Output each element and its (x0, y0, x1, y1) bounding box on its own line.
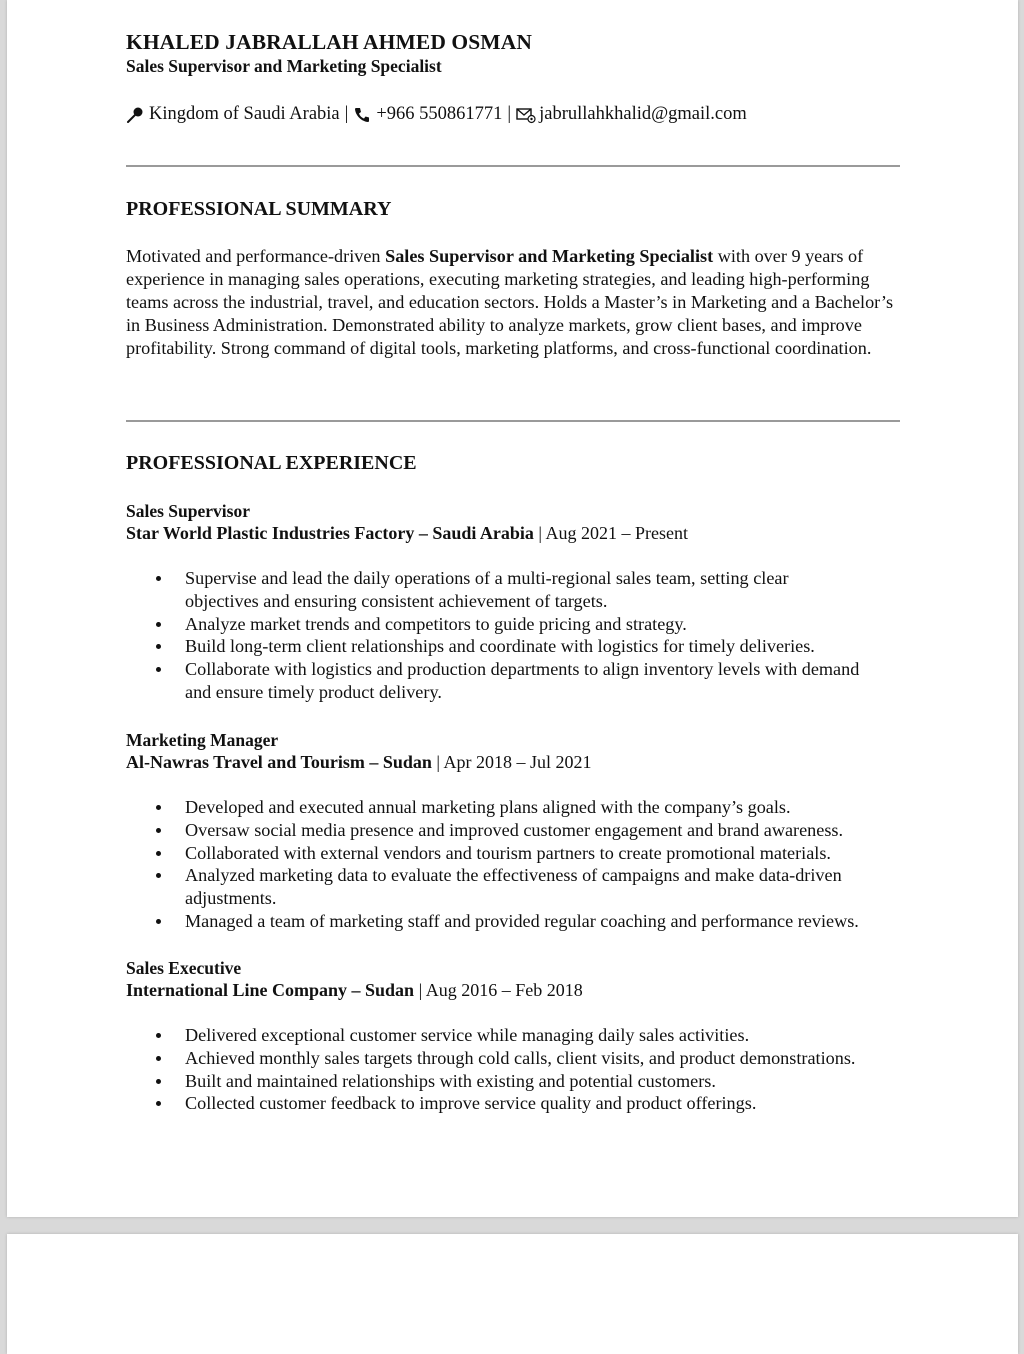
bullet-item (126, 1024, 925, 1047)
bullet-icon (156, 667, 161, 672)
bullet-text: Collaborate with logistics and production departments to align inventory levels with demand and ensure timely product delivery. (185, 659, 860, 702)
bullet-item (126, 658, 865, 704)
bullet-text: Oversaw social media presence and improved customer engagement and brand awareness. (185, 819, 844, 840)
divider (126, 165, 900, 167)
job-dates: | Aug 2021 – Present (533, 523, 688, 543)
job-entry (126, 957, 926, 1115)
summary-paragraph (126, 245, 901, 360)
bullet-icon (156, 644, 161, 649)
summary-heading: PROFESSIONAL SUMMARY (126, 198, 392, 220)
bullet-item (126, 819, 925, 842)
job-dates: | Aug 2016 – Feb 2018 (414, 980, 583, 1000)
job-meta (126, 979, 926, 1002)
bullet-text: Built and maintained relationships with existing and potential customers. (185, 1070, 716, 1091)
bullet-item (126, 796, 925, 819)
bullet-text: Collaborated with external vendors and tourism partners to create promotional materials. (185, 842, 831, 863)
job-bullets (126, 796, 926, 933)
resume-page-2 (7, 1234, 1018, 1354)
bullet-item (126, 635, 865, 658)
job-company: International Line Company – Sudan (126, 980, 415, 1000)
bullet-icon (156, 1056, 161, 1061)
bullet-text: Build long-term client relationships and coordinate with logistics for timely deliveries. (185, 636, 815, 657)
bullet-icon (156, 1101, 161, 1106)
job-dates: | Apr 2018 – Jul 2021 (431, 752, 592, 772)
job-meta (126, 751, 926, 774)
job-meta (126, 522, 926, 545)
bullet-icon (156, 622, 161, 627)
contact-separator: | (344, 104, 349, 124)
email-icon (516, 106, 534, 124)
summary-rest: with over 9 years of experience in managing sales operations, executing marketing strategies, and leading high-performing teams across the industrial, travel, and education sectors. Holds a Master’s in Marketing and a Bachelor’s in Business Administration. Demonstrated ability to analyze markets, grow client bases, and improve profitability. Strong command of digital tools, marketing platforms, and cross-functional coordination. (126, 246, 894, 358)
job-entry (126, 729, 926, 933)
bullet-item (126, 1092, 925, 1115)
contact-line (126, 104, 747, 125)
divider (126, 420, 900, 422)
candidate-title: Sales Supervisor and Marketing Specialist (126, 56, 442, 76)
bullet-icon (156, 1079, 161, 1084)
bullet-text: Achieved monthly sales targets through cold calls, client visits, and product demonstrations. (185, 1047, 856, 1068)
job-entry (126, 500, 926, 704)
bullet-item (126, 864, 865, 910)
bullet-icon (156, 805, 161, 810)
bullet-item (126, 1047, 945, 1070)
job-title: Sales Executive (126, 958, 242, 978)
candidate-name: KHALED JABRALLAH AHMED OSMAN (126, 30, 532, 54)
job-company: Star World Plastic Industries Factory – Saudi Arabia (126, 523, 534, 543)
bullet-icon (156, 851, 161, 856)
bullet-item (126, 1070, 925, 1093)
bullet-icon (156, 1033, 161, 1038)
summary-intro: Motivated and performance-driven (126, 246, 386, 266)
bullet-text: Managed a team of marketing staff and provided regular coaching and performance reviews. (185, 910, 859, 931)
job-title: Marketing Manager (126, 730, 279, 750)
bullet-item (126, 842, 925, 865)
bullet-icon (156, 828, 161, 833)
bullet-icon (156, 919, 161, 924)
job-company: Al-Nawras Travel and Tourism – Sudan (126, 752, 432, 772)
bullet-text: Analyze market trends and competitors to guide pricing and strategy. (185, 613, 687, 634)
map-pin-icon (126, 106, 144, 124)
job-bullets (126, 567, 926, 704)
bullet-icon (156, 873, 161, 878)
job-title: Sales Supervisor (126, 501, 250, 521)
bullet-icon (156, 576, 161, 581)
summary-highlight: Sales Supervisor and Marketing Specialist (385, 246, 714, 266)
resume-page-1 (7, 0, 1018, 1217)
contact-location: Kingdom of Saudi Arabia (149, 104, 340, 124)
bullet-text: Collected customer feedback to improve service quality and product offerings. (185, 1093, 757, 1114)
job-bullets (126, 1024, 926, 1115)
experience-heading: PROFESSIONAL EXPERIENCE (126, 452, 417, 474)
contact-separator: | (507, 104, 512, 124)
contact-email[interactable]: jabrullahkhalid@gmail.com (539, 104, 747, 124)
bullet-item (126, 613, 865, 636)
bullet-text: Analyzed marketing data to evaluate the effectiveness of campaigns and make data-driven adjustments. (185, 865, 842, 909)
bullet-item (126, 567, 865, 613)
contact-phone[interactable]: +966 550861771 (376, 104, 503, 124)
bullet-text: Delivered exceptional customer service while managing daily sales activities. (185, 1025, 750, 1045)
bullet-text: Supervise and lead the daily operations of a multi-regional sales team, setting clear objectives and ensuring consistent achievement of targets. (185, 568, 789, 611)
phone-icon (353, 106, 371, 124)
bullet-text: Developed and executed annual marketing plans aligned with the company’s goals. (185, 797, 791, 817)
bullet-item (126, 910, 945, 933)
